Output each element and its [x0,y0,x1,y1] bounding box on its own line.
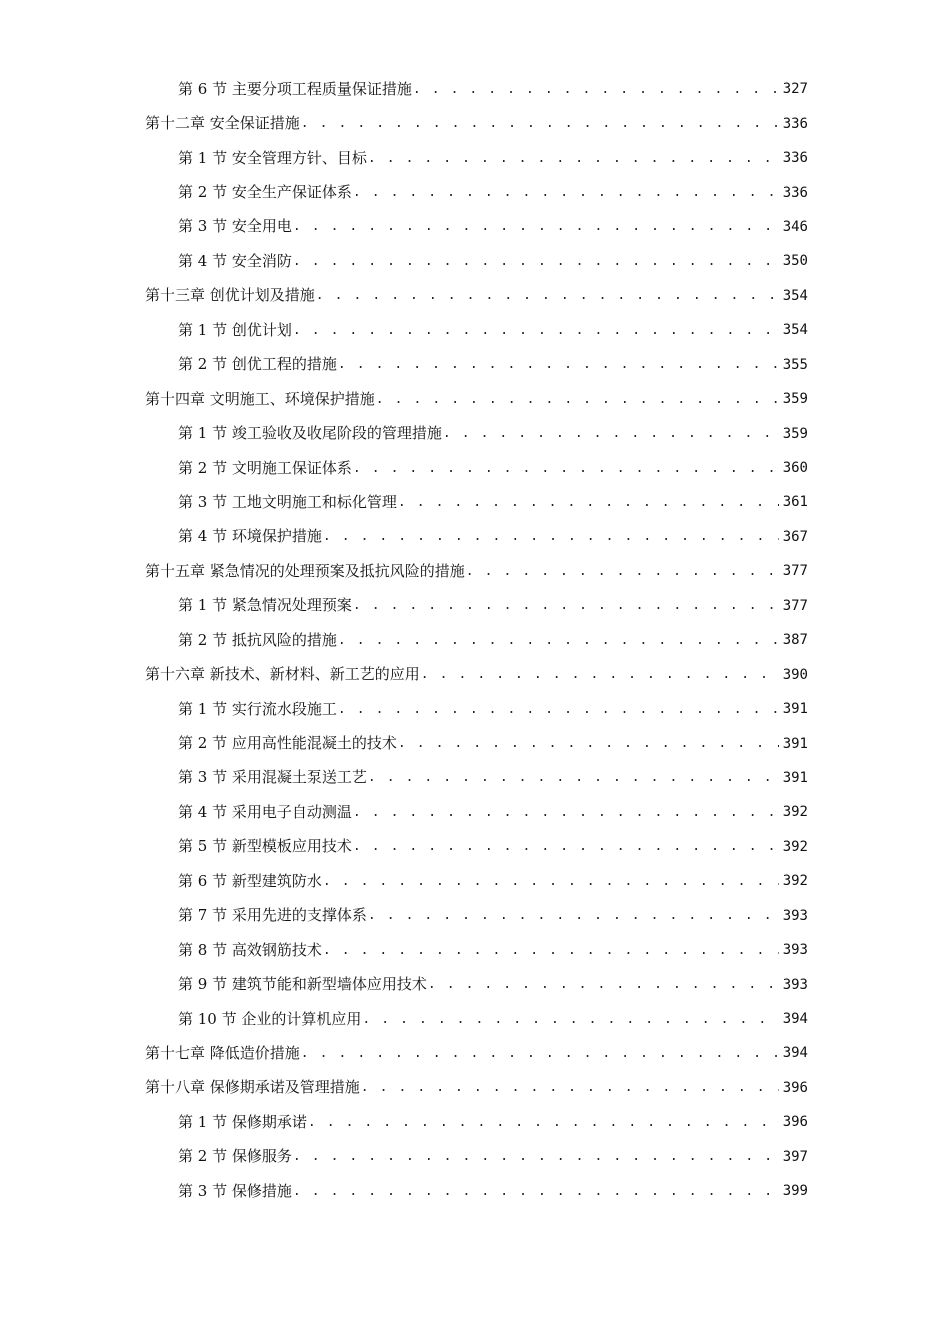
toc-page-number: 397 [782,1148,808,1165]
toc-page-number: 367 [782,528,808,545]
toc-page-number: 359 [782,391,808,408]
toc-dot-leader [292,255,779,268]
toc-chapter-entry[interactable] [145,106,808,140]
toc-section-entry[interactable] [178,1105,808,1139]
toc-dot-leader [292,1185,779,1198]
toc-page-number: 377 [782,597,808,614]
toc-dot-leader [352,186,779,199]
toc-entry-title: 第 2 节 保修服务 [178,1147,292,1166]
toc-chapter-entry[interactable] [145,1071,808,1105]
toc-page-number: 392 [782,873,808,890]
toc-entry-title: 第 1 节 实行流水段施工 [178,699,337,718]
toc-page-number: 359 [782,425,808,442]
toc-entry-title: 第 4 节 环境保护措施 [178,527,322,546]
toc-chapter-entry[interactable] [145,279,808,313]
toc-section-entry[interactable] [178,795,808,829]
toc-dot-leader [322,875,779,888]
toc-page-number: 391 [782,769,808,786]
toc-entry-title: 第十四章 文明施工、环境保护措施 [145,389,375,408]
toc-section-entry[interactable] [178,726,808,760]
toc-entry-title: 第 3 节 采用混凝土泵送工艺 [178,768,367,787]
toc-entry-title: 第 8 节 高效钢筋技术 [178,940,322,959]
toc-section-entry[interactable] [178,451,808,485]
toc-dot-leader [412,83,779,96]
toc-section-entry[interactable] [178,141,808,175]
toc-dot-leader [322,944,779,957]
toc-section-entry[interactable] [178,761,808,795]
toc-entry-title: 第 1 节 保修期承诺 [178,1112,307,1131]
toc-entry-title: 第十八章 保修期承诺及管理措施 [145,1078,360,1097]
toc-dot-leader [307,1116,779,1129]
toc-entry-title: 第 2 节 安全生产保证体系 [178,183,352,202]
toc-page-number: 360 [782,460,808,477]
toc-dot-leader [292,1150,779,1163]
toc-entry-title: 第 3 节 保修措施 [178,1181,292,1200]
toc-dot-leader [352,840,779,853]
toc-dot-leader [322,530,779,543]
toc-dot-leader [375,393,779,406]
toc-section-entry[interactable] [178,1174,808,1208]
toc-entry-title: 第十五章 紧急情况的处理预案及抵抗风险的措施 [145,561,465,580]
toc-page-number: 393 [782,907,808,924]
toc-dot-leader [300,1047,779,1060]
toc-page-number: 396 [782,1114,808,1131]
toc-page-number: 336 [782,150,808,167]
toc-section-entry[interactable] [178,899,808,933]
toc-page-number: 346 [782,218,808,235]
toc-entry-title: 第十三章 创优计划及措施 [145,286,315,305]
toc-entry-title: 第 2 节 文明施工保证体系 [178,458,352,477]
toc-entry-title: 第 3 节 安全用电 [178,217,292,236]
toc-entry-title: 第 9 节 建筑节能和新型墙体应用技术 [178,975,427,994]
toc-entry-title: 第 1 节 安全管理方针、目标 [178,148,367,167]
toc-section-entry[interactable] [178,348,808,382]
toc-entry-title: 第 10 节 企业的计算机应用 [178,1009,362,1028]
toc-chapter-entry[interactable] [145,657,808,691]
toc-entry-title: 第 2 节 应用高性能混凝土的技术 [178,734,397,753]
toc-section-entry[interactable] [178,1002,808,1036]
toc-dot-leader [315,289,779,302]
toc-chapter-entry[interactable] [145,1036,808,1070]
toc-dot-leader [465,565,779,578]
toc-page-number: 399 [782,1183,808,1200]
toc-entry-title: 第 1 节 创优计划 [178,320,292,339]
toc-entry-title: 第 1 节 竣工验收及收尾阶段的管理措施 [178,424,442,443]
toc-section-entry[interactable] [178,967,808,1001]
toc-dot-leader [397,737,779,750]
toc-chapter-entry[interactable] [145,382,808,416]
toc-entry-title: 第 2 节 创优工程的措施 [178,355,337,374]
toc-page-number: 394 [782,1045,808,1062]
toc-page-number: 391 [782,701,808,718]
toc-dot-leader [300,117,779,130]
toc-section-entry[interactable] [178,623,808,657]
toc-section-entry[interactable] [178,175,808,209]
toc-entry-title: 第 4 节 安全消防 [178,251,292,270]
toc-dot-leader [360,1081,779,1094]
toc-section-entry[interactable] [178,933,808,967]
toc-section-entry[interactable] [178,830,808,864]
toc-dot-leader [337,358,779,371]
toc-section-entry[interactable] [178,485,808,519]
toc-section-entry[interactable] [178,210,808,244]
toc-dot-leader [352,462,779,475]
toc-dot-leader [367,152,779,165]
toc-page-number: 393 [782,976,808,993]
toc-entry-title: 第十二章 安全保证措施 [145,114,300,133]
toc-dot-leader [337,634,779,647]
toc-chapter-entry[interactable] [145,554,808,588]
toc-page-number: 392 [782,838,808,855]
toc-page-number: 396 [782,1079,808,1096]
toc-page-number: 327 [782,81,808,98]
toc-dot-leader [367,771,779,784]
toc-section-entry[interactable] [178,589,808,623]
toc-dot-leader [442,427,779,440]
toc-page-number: 336 [782,115,808,132]
toc-section-entry[interactable] [178,864,808,898]
toc-dot-leader [352,806,779,819]
toc-entry-title: 第 7 节 采用先进的支撑体系 [178,906,367,925]
toc-entry-title: 第十六章 新技术、新材料、新工艺的应用 [145,665,420,684]
toc-page-number: 354 [782,287,808,304]
toc-dot-leader [427,978,779,991]
toc-page-number: 393 [782,942,808,959]
toc-section-entry[interactable] [178,416,808,450]
toc-entry-title: 第十七章 降低造价措施 [145,1043,300,1062]
toc-entry-title: 第 3 节 工地文明施工和标化管理 [178,492,397,511]
toc-page-number: 350 [782,253,808,270]
toc-entry-title: 第 4 节 采用电子自动测温 [178,802,352,821]
toc-dot-leader [292,324,779,337]
toc-dot-leader [292,220,779,233]
toc-section-entry[interactable] [178,313,808,347]
toc-entry-title: 第 6 节 新型建筑防水 [178,871,322,890]
toc-page-number: 377 [782,563,808,580]
toc-entry-title: 第 1 节 紧急情况处理预案 [178,596,352,615]
toc-page-number: 394 [782,1011,808,1028]
toc-section-entry[interactable] [178,520,808,554]
toc-section-entry[interactable] [178,244,808,278]
toc-entry-title: 第 6 节 主要分项工程质量保证措施 [178,79,412,98]
toc-page-number: 392 [782,804,808,821]
toc-entry-title: 第 2 节 抵抗风险的措施 [178,630,337,649]
toc-page-number: 361 [782,494,808,511]
toc-page-number: 391 [782,735,808,752]
toc-page-number: 354 [782,322,808,339]
toc-dot-leader [397,496,779,509]
toc-dot-leader [361,1013,778,1026]
toc-page-number: 390 [782,666,808,683]
toc-entry-title: 第 5 节 新型模板应用技术 [178,837,352,856]
toc-dot-leader [337,703,779,716]
table-of-contents [0,72,950,1208]
toc-page-number: 336 [782,184,808,201]
toc-dot-leader [352,599,779,612]
toc-page-number: 387 [782,632,808,649]
toc-section-entry[interactable] [178,692,808,726]
toc-section-entry[interactable] [178,1140,808,1174]
toc-section-entry[interactable] [178,72,808,106]
toc-dot-leader [367,909,779,922]
toc-dot-leader [420,668,779,681]
toc-page-number: 355 [782,356,808,373]
